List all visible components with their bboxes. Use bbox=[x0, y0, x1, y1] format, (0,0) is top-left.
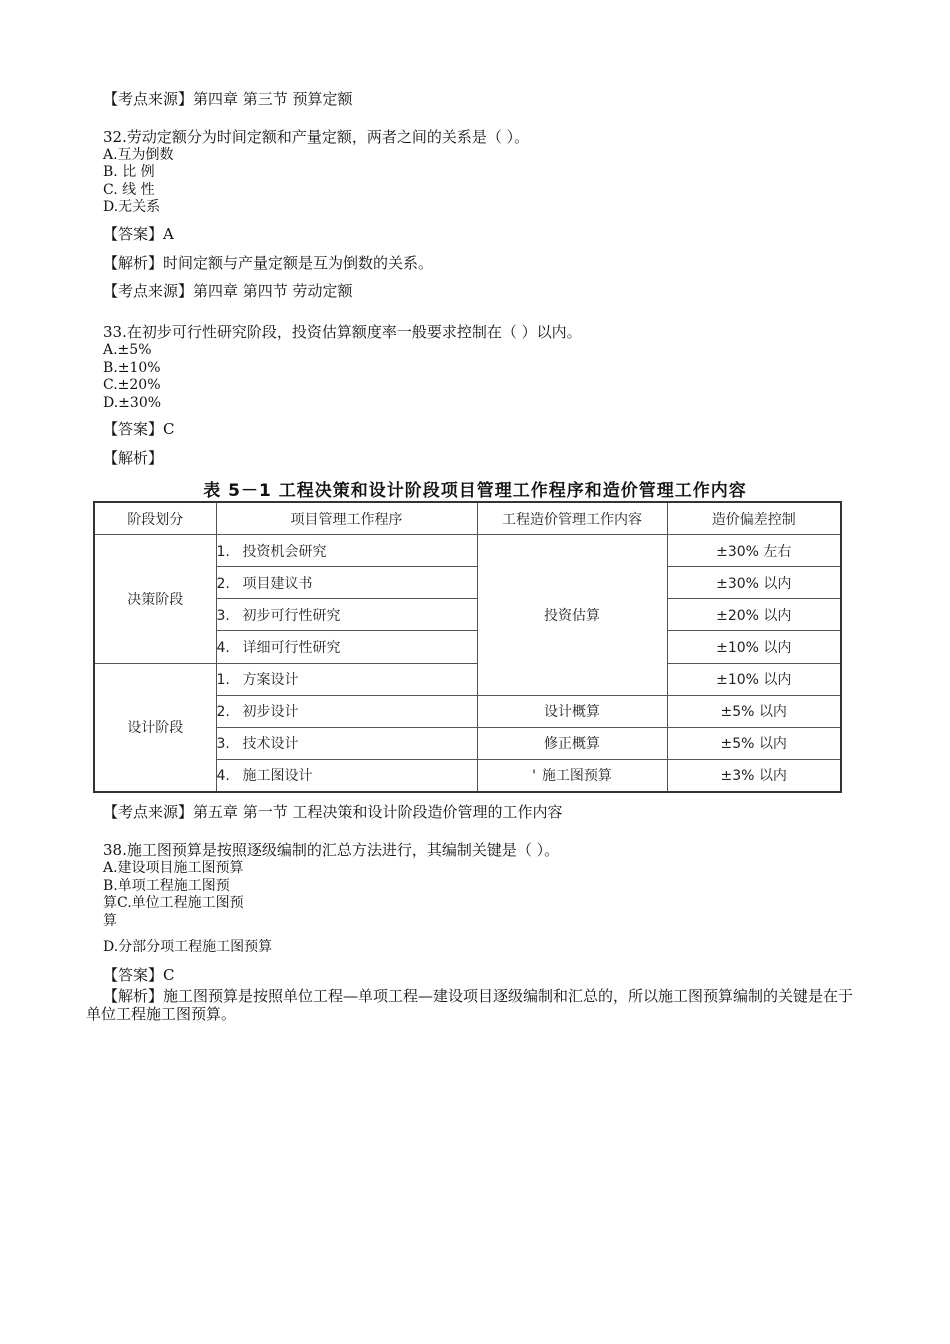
q33-option-c: C.±20% bbox=[103, 377, 161, 393]
header-deviation: 造价偏差控制 bbox=[667, 502, 841, 535]
stage-decision: 决策阶段 bbox=[94, 535, 216, 663]
stage-design: 设计阶段 bbox=[94, 663, 216, 792]
header-procedure: 项目管理工作程序 bbox=[216, 502, 477, 535]
cost-construction-cell: ' 施工图预算 bbox=[477, 759, 667, 792]
deviation-cell: ±5% 以内 bbox=[667, 695, 841, 727]
cost-revised-cell: 修正概算 bbox=[477, 727, 667, 759]
q38-option-c: 算C.单位工程施工图预 bbox=[103, 895, 244, 911]
table-row bbox=[94, 535, 841, 567]
procedure-cell: 2. 初步设计 bbox=[216, 695, 477, 727]
deviation-cell: ±30% 以内 bbox=[667, 567, 841, 599]
q32-analysis: 【解析】时间定额与产量定额是互为倒数的关系。 bbox=[103, 254, 434, 272]
q38-option-d: D.分部分项工程施工图预算 bbox=[103, 939, 273, 955]
deviation-cell: ±5% 以内 bbox=[667, 727, 841, 759]
q33-source: 【考点来源】第五章 第一节 工程决策和设计阶段造价管理的工作内容 bbox=[103, 803, 563, 821]
q32-option-a: A.互为倒数 bbox=[103, 147, 174, 163]
cost-estimate-cell: 投资估算 bbox=[477, 535, 667, 696]
table-row bbox=[94, 663, 841, 695]
header-stage: 阶段划分 bbox=[94, 502, 216, 535]
q38-option-b: B.单项工程施工图预 bbox=[103, 878, 230, 894]
q32-option-b: B. 比 例 bbox=[103, 164, 155, 180]
deviation-cell: ±3% 以内 bbox=[667, 759, 841, 792]
procedure-cell: 1. 方案设计 bbox=[216, 663, 477, 695]
q33-analysis: 【解析】 bbox=[103, 449, 164, 467]
table-header-row bbox=[94, 502, 841, 535]
procedure-cell: 4. 施工图设计 bbox=[216, 759, 477, 792]
deviation-cell: ±20% 以内 bbox=[667, 599, 841, 631]
q32-option-c: C. 线 性 bbox=[103, 182, 155, 198]
source-line-31: 【考点来源】第四章 第三节 预算定额 bbox=[103, 90, 353, 108]
procedure-cell: 1. 投资机会研究 bbox=[216, 535, 477, 567]
q32-answer: 【答案】A bbox=[103, 225, 174, 243]
q33-answer: 【答案】C bbox=[103, 420, 175, 438]
header-cost-work: 工程造价管理工作内容 bbox=[477, 502, 667, 535]
table-title: 表 5－1 工程决策和设计阶段项目管理工作程序和造价管理工作内容 bbox=[203, 481, 747, 501]
deviation-cell: ±30% 左右 bbox=[667, 535, 841, 567]
question-32: 32.劳动定额分为时间定额和产量定额，两者之间的关系是（ ）。 bbox=[103, 128, 530, 146]
q33-option-b: B.±10% bbox=[103, 360, 161, 376]
procedure-cell: 3. 技术设计 bbox=[216, 727, 477, 759]
stray-mark: ' bbox=[532, 768, 536, 785]
q38-option-c-wrap: 算 bbox=[103, 913, 117, 929]
stage-cost-table bbox=[93, 501, 842, 793]
q32-option-d: D.无关系 bbox=[103, 199, 161, 215]
q33-option-a: A.±5% bbox=[103, 342, 152, 358]
procedure-cell: 4. 详细可行性研究 bbox=[216, 631, 477, 663]
q33-option-d: D.±30% bbox=[103, 395, 162, 411]
deviation-cell: ±10% 以内 bbox=[667, 663, 841, 695]
question-33: 33.在初步可行性研究阶段，投资估算额度率一般要求控制在（ ）以内。 bbox=[103, 323, 582, 341]
q38-option-a: A.建设项目施工图预算 bbox=[103, 860, 244, 876]
q32-source: 【考点来源】第四章 第四节 劳动定额 bbox=[103, 282, 353, 300]
procedure-cell: 2. 项目建议书 bbox=[216, 567, 477, 599]
procedure-cell: 3. 初步可行性研究 bbox=[216, 599, 477, 631]
deviation-cell: ±10% 以内 bbox=[667, 631, 841, 663]
q38-analysis: 【解析】施工图预算是按照单位工程—单项工程—建设项目逐级编制和汇总的，所以施工图预算编制的关键是在于单位工程施工图预算。 bbox=[86, 987, 854, 1023]
q38-answer: 【答案】C bbox=[103, 966, 175, 984]
question-38: 38.施工图预算是按照逐级编制的汇总方法进行，其编制关键是（ ）。 bbox=[103, 841, 560, 859]
cost-design-cell: 设计概算 bbox=[477, 695, 667, 727]
